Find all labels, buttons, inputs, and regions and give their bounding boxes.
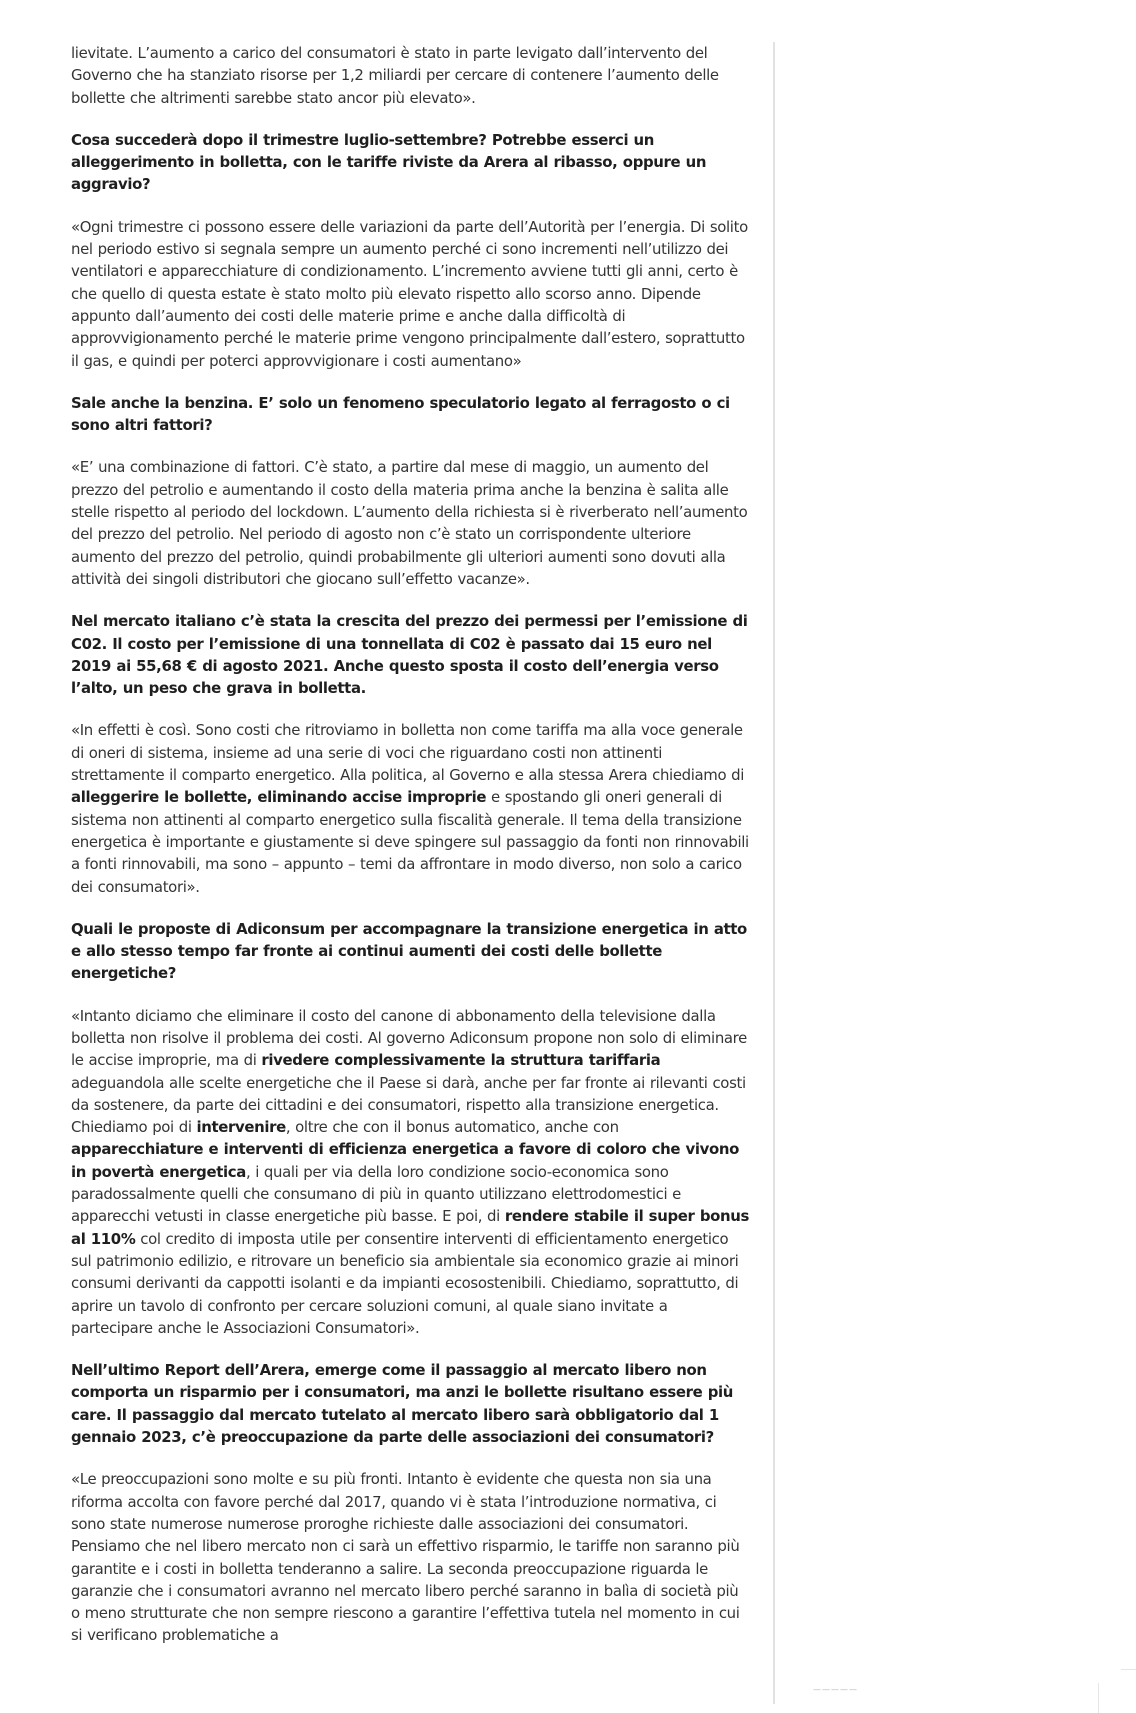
interview-question: Quali le proposte di Adiconsum per accompagnare la transizione energetica in atto e allo stesso tempo far fronte ai continui aumenti dei costi delle bollette energetiche? xyxy=(71,919,747,983)
answer-paragraph xyxy=(71,42,751,109)
answer-text: «Le preoccupazioni sono molte e su più fronti. Intanto è evidente che questa non sia una riforma accolta con favore perché dal 2017, quando vi è stata l’introduzione normativa, ci sono state numerose numerose proroghe richieste dalle associazioni dei consumatori. Pensiamo che nel libero mercato non ci sarà un effettivo risparmio, le tariffe non saranno più garantite e i costi in bolletta tenderanno a salire. La seconda preoccupazione riguarda le garanzie che i consumatori avranno nel mercato libero perché saranno in balìa di società più o meno strutturate che non sempre riescono a garantire l’effettiva tutela nel momento in cui si verificano problematiche a xyxy=(71,1470,740,1645)
interview-question: Cosa succederà dopo il trimestre luglio-settembre? Potrebbe esserci un alleggerimento in bolletta, con le tariffe riviste da Arera al ribasso, oppure un aggravio? xyxy=(71,130,707,194)
sidebar-widget-border xyxy=(1098,1683,1099,1713)
answer-text: , oltre che con il bonus automatico, anche con xyxy=(285,1118,619,1137)
answer-text: «E’ una combinazione di fattori. C’è stato, a partire dal mese di maggio, un aumento del prezzo del petrolio e aumentando il costo della materia prima anche la benzina è salita alle stelle rispetto al periodo del lockdown. L’aumento della richiesta si è riverberato nell’aumento del prezzo del petrolio. Nel periodo di agosto non c’è stato un corrispondente ulteriore aumento del prezzo del petrolio, quindi probabilmente gli ulteriori aumenti sono dovuti alla attività dei singoli distributori che giocano sull’effetto vacanze». xyxy=(71,458,748,588)
answer-paragraph xyxy=(71,1468,751,1646)
corner-divider xyxy=(1121,1669,1136,1670)
answer-paragraph xyxy=(71,216,751,372)
emphasized-text: apparecchiature e interventi di efficienza energetica a favore di coloro che vivono in povertà energetica xyxy=(71,1140,739,1181)
emphasized-text: alleggerire le bollette, eliminando accise improprie xyxy=(71,788,487,807)
answer-paragraph xyxy=(71,456,751,590)
answer-text: , i quali per via della loro condizione socio-economica sono paradossalmente quelli che consumano di più in quanto utilizzano elettrodomestici e apparecchi vetusti in classe energetiche più basse. E poi, di xyxy=(71,1162,681,1226)
interview-question: Nel mercato italiano c’è stata la crescita del prezzo dei permessi per l’emissione di C02. Il costo per l’emissione di una tonnellata di C02 è passato dai 15 euro nel 2019 ai 55,68 € di agosto 2021. Anche questo sposta il costo dell’energia verso l’alto, un peso che grava in bolletta. xyxy=(71,612,748,698)
answer-text: col credito di imposta utile per consentire interventi di efficientamento energetico sul patrimonio edilizio, e ritrovare un beneficio sia ambientale sia economico grazie ai minori consumi derivanti da cappotti isolanti e da impianti ecosostenibili. Chiediamo, soprattutto, di aprire un tavolo di confronto per cercare soluzioni comuni, al quale siano invitate a partecipare anche le Associazioni Consumatori». xyxy=(71,1229,739,1337)
interview-question: Sale anche la benzina. E’ solo un fenomeno speculatorio legato al ferragosto o ci sono altri fattori? xyxy=(71,393,730,435)
answer-paragraph xyxy=(71,719,751,897)
answer-text: «Intanto diciamo che eliminare il costo del canone di abbonamento della televisione dalla bolletta non risolve il problema dei costi. Al governo Adiconsum propone non solo di eliminare le accise improprie, ma di xyxy=(71,1006,747,1070)
emphasized-text: rivedere complessivamente la struttura tariffaria xyxy=(261,1051,661,1070)
sidebar-widget-label: ————— xyxy=(813,1685,858,1694)
sidebar-widget xyxy=(773,1683,1113,1713)
interview-question: Nell’ultimo Report dell’Arera, emerge come il passaggio al mercato libero non comporta un risparmio per i consumatori, ma anzi le bollette risultano essere più care. Il passaggio dal mercato tutelato al mercato libero sarà obbligatorio dal 1 gennaio 2023, c’è preoccupazione da parte delle associazioni dei consumatori? xyxy=(71,1361,734,1447)
article-body xyxy=(71,42,751,1667)
answer-text: «Ogni trimestre ci possono essere delle variazioni da parte dell’Autorità per l’energia. Di solito nel periodo estivo si segnala sempre un aumento perché ci sono incrementi nell’utilizzo dei ventilatori e apparecchiature di condizionamento. L’incremento avviene tutti gli anni, certo è che quello di questa estate è stato molto più elevato rispetto allo scorso anno. Dipende appunto dall’aumento dei costi delle materie prime e anche dalla difficoltà di approvvigionamento perché le materie prime vengono principalmente dall’estero, soprattutto il gas, e quindi per poterci approvvigionare i costi aumentano» xyxy=(71,217,748,370)
answer-text: adeguandola alle scelte energetiche che il Paese si darà, anche per far fronte ai rilevanti costi da sostenere, da parte dei cittadini e dei consumatori, rispetto alla transizione energetica. Chiediamo poi di xyxy=(71,1073,746,1137)
answer-text: e spostando gli oneri generali di sistema non attinenti al comparto energetico sulla fiscalità generale. Il tema della transizione energetica è importante e giustamente si deve spingere sul passaggio da fonti non rinnovabili a fonti rinnovabili, ma sono – appunto – temi da affrontare in modo diverso, non solo a carico dei consumatori». xyxy=(71,788,749,896)
answer-paragraph xyxy=(71,1005,751,1339)
emphasized-text: rendere stabile il super bonus al 110% xyxy=(71,1207,750,1248)
answer-text: «In effetti è così. Sono costi che ritroviamo in bolletta non come tariffa ma alla voce generale di oneri di sistema, insieme ad una serie di voci che riguardano costi non attinenti strettamente il comparto energetico. Alla politica, al Governo e alla stessa Arera chiediamo di xyxy=(71,721,744,785)
sidebar-divider xyxy=(773,42,775,1704)
answer-text: lievitate. L’aumento a carico del consumatori è stato in parte levigato dall’intervento del Governo che ha stanziato risorse per 1,2 miliardi per cercare di contenere l’aumento delle bollette che altrimenti sarebbe stato ancor più elevato». xyxy=(71,44,719,107)
emphasized-text: intervenire xyxy=(196,1118,286,1137)
